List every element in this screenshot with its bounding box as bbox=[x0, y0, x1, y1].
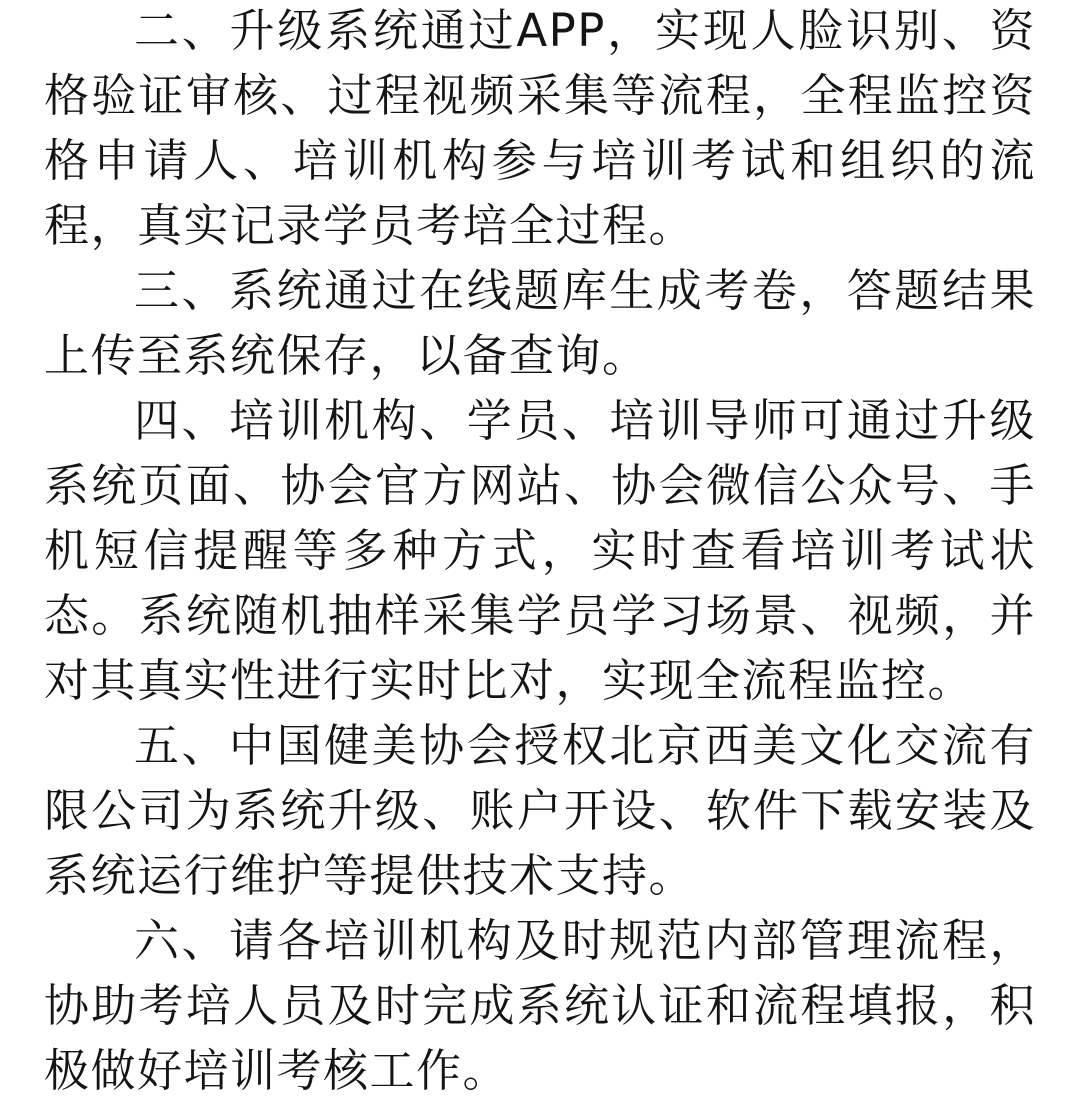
document-body bbox=[44, 0, 1036, 1103]
paragraph-4: 四、培训机构、学员、培训导师可通过升级系统页面、协会官方网站、协会微信公众号、手机短信提醒等多种方式，实时查看培训考试状态。系统随机抽样采集学员学习场景、视频，并对其真实性进行实时比对，实现全流程监控。 bbox=[44, 394, 1036, 707]
paragraph-2: 二、升级系统通过APP，实现人脸识别、资格验证审核、过程视频采集等流程，全程监控资格申请人、培训机构参与培训考试和组织的流程，真实记录学员考培全过程。 bbox=[44, 4, 1036, 252]
paragraph-5: 五、中国健美协会授权北京西美文化交流有限公司为系统升级、账户开设、软件下载安装及系统运行维护等提供技术支持。 bbox=[44, 719, 1036, 902]
paragraph-3: 三、系统通过在线题库生成考卷，答题结果上传至系统保存，以备查询。 bbox=[44, 264, 1036, 382]
paragraph-6: 六、请各培训机构及时规范内部管理流程，协助考培人员及时完成系统认证和流程填报，积极做好培训考核工作。 bbox=[44, 914, 1036, 1097]
